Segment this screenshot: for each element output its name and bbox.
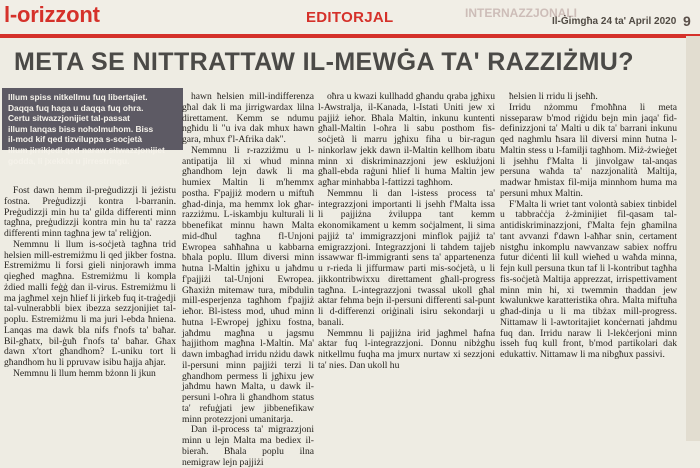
paragraph: Nemmnu li llum hemm bżonn li jkun — [13, 367, 156, 379]
paragraph: Nemmnu li r-razziżmu u l-antipatija lil xi whud minna għandhom lejn dawk li ma humiex Maltin li m'hemmx postha. F'pajjiż modern u miftuħ għad-dinja, ma hemmx lok għar-razziżmu. L-iskambju kulturali li bbenefikat minnu hawn Malta mid-dħul tagħna fl-Unjoni Ewropea saħħaħna u kabbarna bħala poplu. Illum diversi minn ħutna l-Maltin jgħixu u jaħdmu f'pajjiżi tal-Unjoni Ewropea. Għaxiżn mitemaw tura, mibdulin mill-esperjenza tagħhom f'pajjiż ieħor. Bl-istess mod, uħud minn ħutna l-Ewropej jgħixu fostna, jaħdmu magħna u jagsmu ħajjithom magħna l-Maltin. Ma' dawn imbagħad irridu nżidu dawk il-persuni minn pajjiżi terzi li għandhom permess li jgħixu jew jaħdmu hawn Malta, u dawk il-persuni l-oħra li għandhom status ta' refuġjati jew jibbenefikaw minn protezzjoni umanitarja. — [182, 144, 314, 425]
article-column-3 — [318, 92, 495, 441]
lead-box — [2, 88, 183, 166]
paragraph: Irridu nżommu f'moħħna li meta nisseparaw b'mod riġidu bejn min jaqa' fid-definizzjoni ta' Malti u dik ta' barrani inkunu qed naghmlu ħsara lil diversi minn ħutna l-Maltin stess u l-familji tagħhom. Miż-żwieġet li jsehhu f'Malta li jinvolgaw tal-anqas persuna waħda ta' nazzjonalità Maltija, madwar ħmistax fil-mija minnhom huma ma persuni mhux Maltin. — [500, 101, 677, 199]
lead-line: Certu sitwazzjonijiet tal-passat — [8, 113, 130, 124]
article-headline: META SE NITTRATTAW IL-MEWĠA TA' RAZZIŻMU? — [14, 48, 634, 76]
lead-line: godda, li jxekklu u jirrestringu. — [8, 155, 130, 166]
lead-line: il-mod kif qed tizviluppa s-socjetà — [8, 134, 143, 145]
lead-line: illum jirrikjedi qed naraw sitwazzjonijiet — [8, 144, 165, 155]
issue-date: Il-Ġimgħa 24 ta' April 2020 — [552, 16, 677, 27]
lead-line: Illum spiss nitkellmu fuq libertajiet. — [8, 92, 148, 102]
lead-line: illum lanqas biss noholmuhom. Biss — [8, 123, 154, 134]
paragraph: Nemmnu li dan l-istess process ta' integrazzjoni importanti li jsehh f'Malta issa li pajjiżna żviluppa tant kemm ekonomikament u kemm soċjalment, li sima pajjiż ta' immigrazzjoni minflok pajjiż ta' emigrazzjoni. Integrazzjoni li tahdem tajjeb issawwar fl-immigranti sens ta' appartenenza u r-rieda li jiffurmaw parti mis-soċjetà, u li jikkontribwixxu direttament għall-progress tagħna. L-integrazzjoni twassal ukoll għal aktar fehma bejn il-persuni differenti sal-punt li d-differenzi oriġinali isiru sekondarji u banali. — [318, 187, 495, 328]
masthead-rule — [0, 34, 700, 38]
article-column-4 — [500, 92, 677, 441]
paragraph: Dan il-process ta' migrazzjoni minn u lejn Malta ma bediex il-bieraħ. Bħala poplu ilna nemigraw lejn pajjiżi — [182, 424, 314, 468]
paragraph: Fost dawn hemm il-preġudizzji li jeżistu fostna. Preġudizzji kontra l-barranin. Preġudizzji min hu ta' gilda differenti minn tagħna, preġudizzji kontra min hu ta' razza differenti minn tagħna jew ta' reliġjon. — [4, 185, 176, 239]
newspaper-brand: l-orizzont — [4, 2, 100, 27]
masthead — [0, 0, 700, 36]
adjacent-page-edge — [686, 36, 700, 441]
lead-line: Daqqa fuq haga u daqqa fuq ohra. — [8, 102, 144, 113]
section-title: EDITORJAL — [306, 9, 394, 26]
article-column-1 — [4, 186, 176, 441]
paragraph: Nemmnu li pajjiżna irid jagħmel ħafna aktar fuq l-integrazzjoni. Donnu nibżgħu nitkellmu fuqha ma jmurx nurtaw xi sezzjoni ta' nies. Dan ukoll hu — [318, 327, 495, 371]
adjacent-page-label: INTERNAZZJONALI — [465, 6, 577, 20]
article-column-2 — [182, 91, 314, 468]
paragraph: oħra u kwazi kullhadd għandu qraba jgħixu l-Awstralja, il-Kanada, l-Istati Uniti jew xi pajjiż ieħor. Bħala Maltin, inkunu kuntenti għall-Maltin l-oħra li sabu posthom fis-soċjetà li marru jgħixu fiha u bir-ragun ninkorlaw jekk dawn il-Maltin kellhom ibatu minn xi diskriminazzjoni jew esklużjoni għall-ebda raġuni ħlief li huma Maltin jew agħar minhabba l-fattizzi tagħhom. — [318, 91, 495, 188]
paragraph: hawn ħelsien mill-indifferenza għal dak li ma jirrigwardax lilna direttament. Kemm se ndumu ngħidu li "u iva dak mhux hawn gara, mhux f'l-Afrika dak". — [182, 91, 314, 145]
paragraph: Nemmnu li llum is-soċjetà tagħna trid helsien mill-estremiżmu li qed jikber fostna. Estremiżmu li forsi gieli ninjorawh imma qiegħed magħna. Estremiżmu li kompla żdied malli feġġ dan il-virus. Estremiżmu li ma jagħmel xejn ħlief li jirkeb fuq it-traġedji tal-vulnerabbli biex ibezza sezzjonijiet tal-poplu. Estremiżmu li ma juri l-ebda ħniena. Lanqas ma dawk bla nifs f'nofs ta' baħar. Bil-għatx, bil-ġuħ f'nofs ta' baħar. Għax dawn x'tort għandhom? L-uniku tort li għandhom hu li ppruvaw isibu ħajja aħjar. — [4, 238, 176, 368]
paragraph: ħelsien li rridu li jseħħ. — [509, 91, 598, 102]
paragraph: F'Malta li wriet tant volontà sabiex tinbidel u tabbraċċja ż-żminijiet fil-qasam tal-antidiskriminazzjoni, f'Malta fejn għamilna tant avvanzi f'dawn l-aħħar snin, certament nistgħu inkomplu nawvanzaw sabiex noffru futur diċenti lil kull wieħed u waħda minna, fejn kull persuna tkun taf li l-kontribut tagħha fis-soċjetà Maltija apprezzat, irrispettivament minn min hi, xi twemmin thaddan jew kwalunkwe karatteristika oħra. Malta miftuħa għad-dinja u li ma tibżax mill-progress. Nittamaw li l-awtoritajiet konċernati jaħdmu fuq dan. Irridu naraw li l-lekċerjoni minn isseh fuq kull front, b'mod partikolari dak edukattiv. Nittamaw li ma nibgħux passivi. — [500, 198, 677, 360]
page-number: 9 — [683, 13, 691, 29]
